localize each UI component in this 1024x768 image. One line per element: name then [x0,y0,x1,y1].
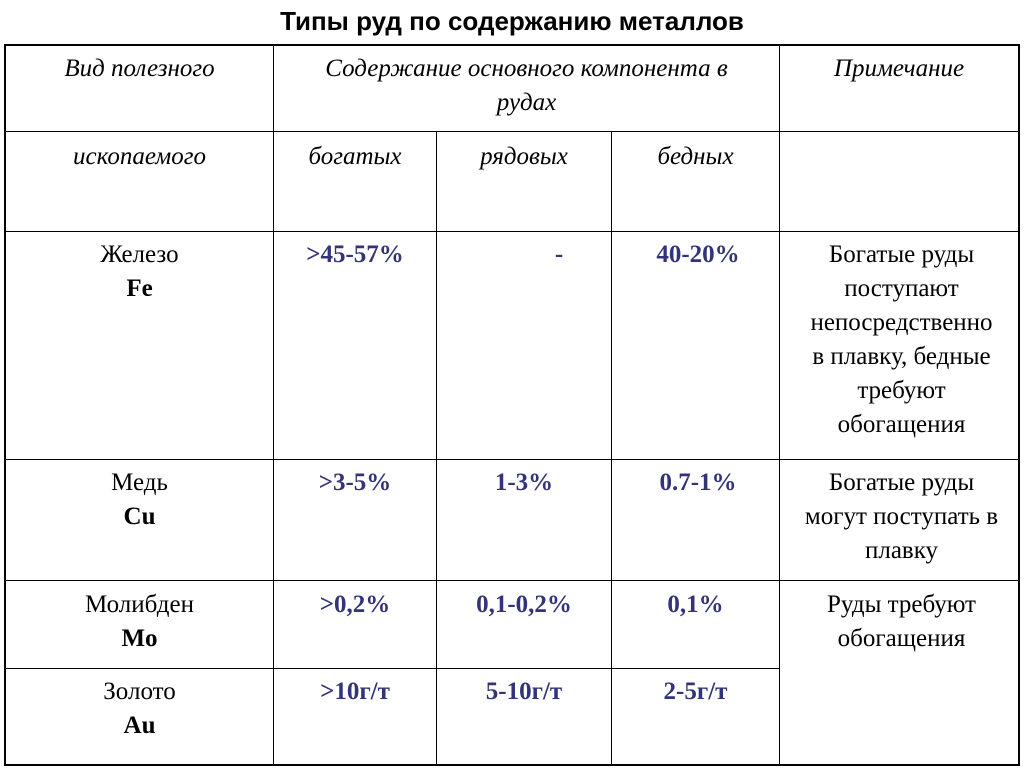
mineral-name: Медь [111,469,168,496]
row-molybdenum-poor: 0,1% [667,591,724,618]
header-mineral-line2: ископаемого [72,143,207,170]
note-line: Руды требуют [827,591,976,618]
row-copper-ordinary: 1-3% [494,469,554,496]
header-content [274,52,779,120]
header-poor: бедных [657,143,734,170]
grid-line [4,44,1020,46]
row-gold-poor: 2-5г/т [663,678,728,705]
row-iron-note [780,238,1023,442]
row-copper-mineral [6,466,273,534]
header-ordinary: рядовых [480,143,568,170]
note-line: в плавку, бедные [812,343,991,370]
row-copper-poor: 0.7-1% [659,469,737,496]
row-molybdenum-mineral [6,588,273,656]
mineral-symbol: Cu [123,503,156,530]
row-molybdenum-rich: >0,2% [319,591,391,618]
row-gold-mineral [6,675,273,743]
note-line: плавку [864,537,939,564]
mineral-symbol: Mo [121,625,158,652]
header-content-line1: Содержание основного компонента в [325,55,728,82]
mineral-symbol: Fe [126,275,153,302]
note-line: обогащения [837,411,966,438]
row-molybdenum-note [780,588,1023,656]
row-copper-rich: >3-5% [318,469,392,496]
mineral-symbol: Au [123,712,156,739]
page-title: Типы руд по содержанию металлов [280,6,744,36]
note-line: требуют [857,377,946,404]
grid-line [611,131,612,766]
mineral-name: Железо [100,241,179,268]
grid-line [4,131,1020,132]
row-iron-ordinary: - [554,241,564,268]
grid-line [436,131,437,766]
note-line: поступают [844,275,959,302]
mineral-name: Золото [103,678,176,705]
row-iron-rich: >45-57% [306,241,404,268]
grid-line [4,764,1020,766]
header-rich: богатых [308,143,402,170]
row-iron-poor: 40-20% [656,241,740,268]
header-note [780,52,1018,86]
grid-line [4,231,1020,232]
grid-line [4,580,1020,581]
header-note-label: Примечание [833,55,965,82]
row-gold-rich: >10г/т [320,678,390,705]
row-iron-mineral [6,238,273,306]
mineral-name: Молибден [85,591,194,618]
row-molybdenum-ordinary: 0,1-0,2% [476,591,572,618]
grid-line [4,668,780,669]
note-line: обогащения [837,625,966,652]
note-line: Богатые руды [828,241,975,268]
row-gold-ordinary: 5-10г/т [485,678,563,705]
note-line: могут поступать в [804,503,999,530]
grid-line [4,459,1020,460]
row-copper-note [780,466,1023,568]
note-line: Богатые руды [828,469,975,496]
header-content-line2: рудах [496,89,557,116]
header-mineral [6,52,273,86]
header-mineral-line1: Вид полезного [64,55,215,82]
note-line: непосредственно [810,309,993,336]
